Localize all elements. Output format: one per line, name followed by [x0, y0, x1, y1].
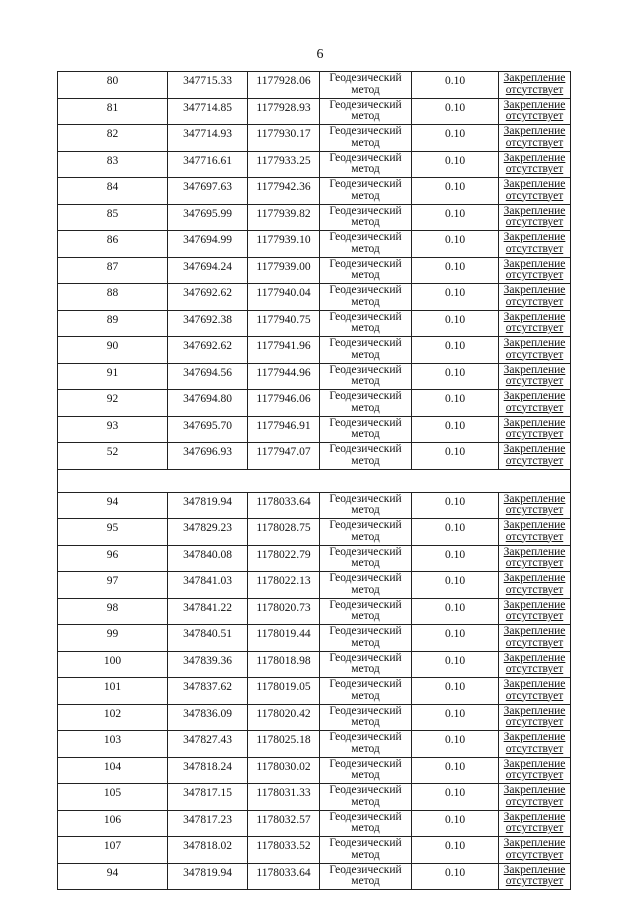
- point-number: 105: [58, 784, 168, 811]
- point-number: 104: [58, 757, 168, 784]
- table-row: [58, 651, 571, 678]
- method-cell: Геодезический метод: [320, 363, 412, 390]
- point-number: 94: [58, 492, 168, 519]
- fixing-cell: Закрепление отсутствует: [499, 598, 571, 625]
- fixing-cell: Закрепление отсутствует: [499, 757, 571, 784]
- point-number: 91: [58, 363, 168, 390]
- point-number: 96: [58, 545, 168, 572]
- table-row: [58, 810, 571, 837]
- accuracy-cell: 0.10: [412, 863, 499, 890]
- method-cell: Геодезический метод: [320, 492, 412, 519]
- point-number: 80: [58, 72, 168, 99]
- method-cell: Геодезический метод: [320, 863, 412, 890]
- table-row: [58, 310, 571, 337]
- separator-cell: [58, 469, 571, 492]
- coordinate-x: 347715.33: [168, 72, 248, 99]
- table-row: [58, 390, 571, 417]
- method-cell: Геодезический метод: [320, 837, 412, 864]
- point-number: 101: [58, 678, 168, 705]
- coordinate-x: 347827.43: [168, 731, 248, 758]
- accuracy-cell: 0.10: [412, 257, 499, 284]
- point-number: 98: [58, 598, 168, 625]
- accuracy-cell: 0.10: [412, 492, 499, 519]
- point-number: 85: [58, 204, 168, 231]
- coordinate-y: 1178032.57: [248, 810, 320, 837]
- fixing-cell: Закрепление отсутствует: [499, 545, 571, 572]
- coordinate-y: 1177941.96: [248, 337, 320, 364]
- accuracy-cell: 0.10: [412, 678, 499, 705]
- accuracy-cell: 0.10: [412, 72, 499, 99]
- point-number: 84: [58, 178, 168, 205]
- table-row: [58, 204, 571, 231]
- table-row: [58, 72, 571, 99]
- fixing-cell: Закрепление отсутствует: [499, 125, 571, 152]
- point-number: 92: [58, 390, 168, 417]
- accuracy-cell: 0.10: [412, 625, 499, 652]
- table-row: [58, 863, 571, 890]
- coordinate-x: 347692.62: [168, 284, 248, 311]
- table-row: [58, 257, 571, 284]
- accuracy-cell: 0.10: [412, 98, 499, 125]
- method-cell: Геодезический метод: [320, 810, 412, 837]
- coordinate-x: 347817.15: [168, 784, 248, 811]
- coordinate-x: 347829.23: [168, 519, 248, 546]
- fixing-cell: Закрепление отсутствует: [499, 231, 571, 258]
- coordinate-x: 347694.80: [168, 390, 248, 417]
- point-number: 83: [58, 151, 168, 178]
- coordinate-y: 1178020.73: [248, 598, 320, 625]
- method-cell: Геодезический метод: [320, 98, 412, 125]
- point-number: 99: [58, 625, 168, 652]
- coordinate-x: 347694.24: [168, 257, 248, 284]
- coordinate-y: 1178028.75: [248, 519, 320, 546]
- table-row: [58, 545, 571, 572]
- coordinate-x: 347819.94: [168, 492, 248, 519]
- coordinate-y: 1177940.75: [248, 310, 320, 337]
- coordinate-x: 347696.93: [168, 443, 248, 470]
- method-cell: Геодезический метод: [320, 443, 412, 470]
- method-cell: Геодезический метод: [320, 572, 412, 599]
- coordinate-x: 347716.61: [168, 151, 248, 178]
- accuracy-cell: 0.10: [412, 310, 499, 337]
- method-cell: Геодезический метод: [320, 598, 412, 625]
- coordinate-x: 347694.56: [168, 363, 248, 390]
- method-cell: Геодезический метод: [320, 651, 412, 678]
- table-row: [58, 337, 571, 364]
- accuracy-cell: 0.10: [412, 731, 499, 758]
- table-row: [58, 416, 571, 443]
- point-number: 82: [58, 125, 168, 152]
- coordinate-y: 1178018.98: [248, 651, 320, 678]
- accuracy-cell: 0.10: [412, 337, 499, 364]
- point-number: 97: [58, 572, 168, 599]
- method-cell: Геодезический метод: [320, 390, 412, 417]
- method-cell: Геодезический метод: [320, 231, 412, 258]
- method-cell: Геодезический метод: [320, 72, 412, 99]
- method-cell: Геодезический метод: [320, 310, 412, 337]
- coordinate-y: 1177942.36: [248, 178, 320, 205]
- coordinate-y: 1178033.64: [248, 863, 320, 890]
- table-row: [58, 519, 571, 546]
- coordinate-y: 1177939.82: [248, 204, 320, 231]
- table-row: [58, 704, 571, 731]
- coordinate-y: 1178022.79: [248, 545, 320, 572]
- accuracy-cell: 0.10: [412, 125, 499, 152]
- accuracy-cell: 0.10: [412, 390, 499, 417]
- coordinate-x: 347841.22: [168, 598, 248, 625]
- coordinate-y: 1177933.25: [248, 151, 320, 178]
- coordinate-y: 1177939.10: [248, 231, 320, 258]
- accuracy-cell: 0.10: [412, 443, 499, 470]
- accuracy-cell: 0.10: [412, 757, 499, 784]
- point-number: 95: [58, 519, 168, 546]
- method-cell: Геодезический метод: [320, 178, 412, 205]
- point-number: 103: [58, 731, 168, 758]
- coordinate-y: 1177939.00: [248, 257, 320, 284]
- coordinate-y: 1178019.05: [248, 678, 320, 705]
- fixing-cell: Закрепление отсутствует: [499, 572, 571, 599]
- accuracy-cell: 0.10: [412, 519, 499, 546]
- fixing-cell: Закрепление отсутствует: [499, 284, 571, 311]
- coordinate-y: 1178033.52: [248, 837, 320, 864]
- coordinate-y: 1177946.06: [248, 390, 320, 417]
- method-cell: Геодезический метод: [320, 704, 412, 731]
- coordinate-y: 1177928.93: [248, 98, 320, 125]
- table-row: [58, 492, 571, 519]
- point-number: 88: [58, 284, 168, 311]
- fixing-cell: Закрепление отсутствует: [499, 731, 571, 758]
- fixing-cell: Закрепление отсутствует: [499, 363, 571, 390]
- method-cell: Геодезический метод: [320, 151, 412, 178]
- accuracy-cell: 0.10: [412, 151, 499, 178]
- fixing-cell: Закрепление отсутствует: [499, 337, 571, 364]
- table-row: [58, 625, 571, 652]
- table-row: [58, 731, 571, 758]
- method-cell: Геодезический метод: [320, 204, 412, 231]
- accuracy-cell: 0.10: [412, 704, 499, 731]
- method-cell: Геодезический метод: [320, 625, 412, 652]
- accuracy-cell: 0.10: [412, 204, 499, 231]
- table-row: [58, 837, 571, 864]
- coordinate-y: 1177947.07: [248, 443, 320, 470]
- fixing-cell: Закрепление отсутствует: [499, 390, 571, 417]
- accuracy-cell: 0.10: [412, 284, 499, 311]
- point-number: 106: [58, 810, 168, 837]
- point-number: 52: [58, 443, 168, 470]
- fixing-cell: Закрепление отсутствует: [499, 837, 571, 864]
- coordinate-y: 1177940.04: [248, 284, 320, 311]
- coordinate-y: 1177930.17: [248, 125, 320, 152]
- coordinate-y: 1177946.91: [248, 416, 320, 443]
- table-row: [58, 231, 571, 258]
- point-number: 86: [58, 231, 168, 258]
- fixing-cell: Закрепление отсутствует: [499, 72, 571, 99]
- method-cell: Геодезический метод: [320, 337, 412, 364]
- method-cell: Геодезический метод: [320, 545, 412, 572]
- page-number: 6: [316, 47, 324, 62]
- fixing-cell: Закрепление отсутствует: [499, 257, 571, 284]
- coordinate-x: 347840.08: [168, 545, 248, 572]
- accuracy-cell: 0.10: [412, 416, 499, 443]
- accuracy-cell: 0.10: [412, 651, 499, 678]
- fixing-cell: Закрепление отсутствует: [499, 310, 571, 337]
- coordinate-y: 1178030.02: [248, 757, 320, 784]
- fixing-cell: Закрепление отсутствует: [499, 810, 571, 837]
- method-cell: Геодезический метод: [320, 678, 412, 705]
- point-number: 87: [58, 257, 168, 284]
- coordinate-x: 347841.03: [168, 572, 248, 599]
- method-cell: Геодезический метод: [320, 784, 412, 811]
- coordinate-x: 347817.23: [168, 810, 248, 837]
- table-row: [58, 125, 571, 152]
- fixing-cell: Закрепление отсутствует: [499, 625, 571, 652]
- fixing-cell: Закрепление отсутствует: [499, 492, 571, 519]
- table-row: [58, 98, 571, 125]
- coordinate-x: 347694.99: [168, 231, 248, 258]
- accuracy-cell: 0.10: [412, 837, 499, 864]
- coordinate-x: 347836.09: [168, 704, 248, 731]
- table-row: [58, 151, 571, 178]
- table-row: [58, 572, 571, 599]
- accuracy-cell: 0.10: [412, 545, 499, 572]
- accuracy-cell: 0.10: [412, 784, 499, 811]
- fixing-cell: Закрепление отсутствует: [499, 443, 571, 470]
- coordinate-x: 347695.99: [168, 204, 248, 231]
- point-number: 100: [58, 651, 168, 678]
- method-cell: Геодезический метод: [320, 416, 412, 443]
- point-number: 102: [58, 704, 168, 731]
- coordinate-y: 1177928.06: [248, 72, 320, 99]
- fixing-cell: Закрепление отсутствует: [499, 784, 571, 811]
- fixing-cell: Закрепление отсутствует: [499, 651, 571, 678]
- coordinate-x: 347692.38: [168, 310, 248, 337]
- coordinate-x: 347819.94: [168, 863, 248, 890]
- table-row: [58, 784, 571, 811]
- table-row: [58, 443, 571, 470]
- accuracy-cell: 0.10: [412, 810, 499, 837]
- accuracy-cell: 0.10: [412, 598, 499, 625]
- table-row: [58, 178, 571, 205]
- method-cell: Геодезический метод: [320, 257, 412, 284]
- coordinate-x: 347839.36: [168, 651, 248, 678]
- fixing-cell: Закрепление отсутствует: [499, 416, 571, 443]
- coordinate-x: 347818.02: [168, 837, 248, 864]
- accuracy-cell: 0.10: [412, 178, 499, 205]
- coordinate-x: 347840.51: [168, 625, 248, 652]
- coordinate-y: 1178020.42: [248, 704, 320, 731]
- coordinate-y: 1178022.13: [248, 572, 320, 599]
- coordinate-x: 347692.62: [168, 337, 248, 364]
- fixing-cell: Закрепление отсутствует: [499, 204, 571, 231]
- table-continuation-line: [57, 832, 58, 845]
- fixing-cell: Закрепление отсутствует: [499, 704, 571, 731]
- table-row: [58, 284, 571, 311]
- point-number: 81: [58, 98, 168, 125]
- method-cell: Геодезический метод: [320, 757, 412, 784]
- coordinate-x: 347818.24: [168, 757, 248, 784]
- coordinate-y: 1178033.64: [248, 492, 320, 519]
- coordinate-x: 347714.93: [168, 125, 248, 152]
- method-cell: Геодезический метод: [320, 519, 412, 546]
- coordinate-x: 347697.63: [168, 178, 248, 205]
- table-row: [58, 678, 571, 705]
- coordinate-y: 1178031.33: [248, 784, 320, 811]
- coordinate-y: 1178025.18: [248, 731, 320, 758]
- fixing-cell: Закрепление отсутствует: [499, 678, 571, 705]
- point-number: 90: [58, 337, 168, 364]
- table-row: [58, 363, 571, 390]
- coordinate-y: 1178019.44: [248, 625, 320, 652]
- contour-separator-row: [58, 469, 571, 492]
- fixing-cell: Закрепление отсутствует: [499, 863, 571, 890]
- fixing-cell: Закрепление отсутствует: [499, 151, 571, 178]
- method-cell: Геодезический метод: [320, 284, 412, 311]
- point-number: 93: [58, 416, 168, 443]
- method-cell: Геодезический метод: [320, 731, 412, 758]
- coordinate-x: 347695.70: [168, 416, 248, 443]
- point-number: 107: [58, 837, 168, 864]
- fixing-cell: Закрепление отсутствует: [499, 98, 571, 125]
- point-number: 89: [58, 310, 168, 337]
- fixing-cell: Закрепление отсутствует: [499, 519, 571, 546]
- point-number: 94: [58, 863, 168, 890]
- accuracy-cell: 0.10: [412, 231, 499, 258]
- table-row: [58, 598, 571, 625]
- accuracy-cell: 0.10: [412, 363, 499, 390]
- table-row: [58, 757, 571, 784]
- coordinates-table: [57, 71, 571, 890]
- coordinate-y: 1177944.96: [248, 363, 320, 390]
- accuracy-cell: 0.10: [412, 572, 499, 599]
- fixing-cell: Закрепление отсутствует: [499, 178, 571, 205]
- method-cell: Геодезический метод: [320, 125, 412, 152]
- coordinate-x: 347837.62: [168, 678, 248, 705]
- coordinate-x: 347714.85: [168, 98, 248, 125]
